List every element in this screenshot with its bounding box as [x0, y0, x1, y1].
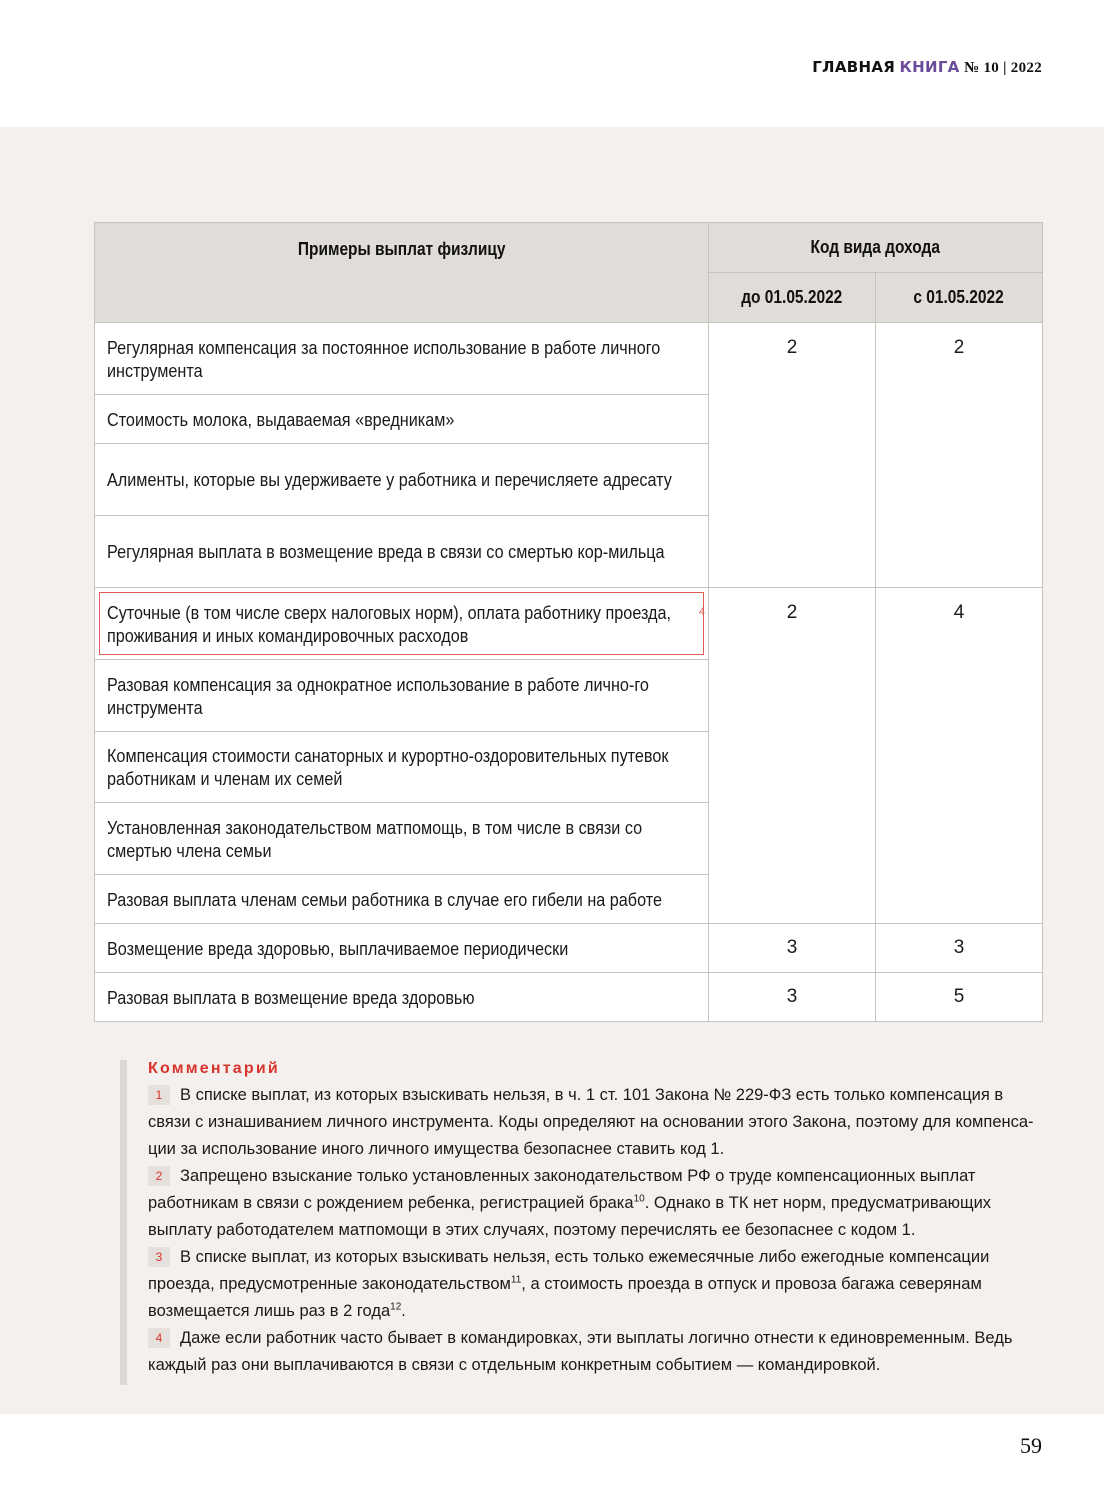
note-number-badge: 2 — [148, 1166, 170, 1186]
payment-description: Регулярная выплата в возмещение вреда в связи со смертью кор-мильца — [95, 516, 709, 588]
comment-title: Комментарий — [148, 1060, 280, 1077]
comment-note — [148, 1082, 1050, 1163]
header-payments-examples: Примеры выплат физлицу — [95, 223, 709, 323]
payment-description: Возмещение вреда здоровью, выплачиваемое периодически — [95, 924, 709, 973]
code-after: 2 — [876, 323, 1043, 588]
comment-note — [148, 1244, 1050, 1325]
note-number-badge: 1 — [148, 1085, 170, 1105]
header-after-date: с 01.05.2022 — [876, 273, 1043, 323]
table-row — [95, 588, 1043, 660]
footnote-ref: 12 — [390, 1301, 402, 1313]
code-after: 3 — [876, 924, 1043, 973]
code-before: 2 — [709, 323, 876, 588]
note-text: В списке выплат, из которых взыскивать нельзя, есть только ежемесячные либо ежегодные компенсации проезда, предусмотренные законодательством — [148, 1248, 990, 1293]
table-row — [95, 924, 1043, 973]
table-row — [95, 973, 1043, 1022]
header-income-code: Код вида дохода — [709, 223, 1043, 273]
brand-name-part2: КНИГА — [899, 58, 960, 76]
note-text: Даже если работник часто бывает в командировках, эти выплаты логично отнести к единовременным. Ведь каждый раз они выплачиваются в связи с отдельным конкретным событием — командировкой. — [148, 1329, 1013, 1374]
code-before: 3 — [709, 973, 876, 1022]
note-text: . — [401, 1302, 406, 1320]
code-before: 2 — [709, 588, 876, 924]
comment-block — [120, 1060, 1050, 1385]
footnote-ref: 11 — [510, 1274, 522, 1286]
brand-name-part1: ГЛАВНАЯ — [812, 58, 896, 76]
code-after: 5 — [876, 973, 1043, 1022]
footnote-ref: 10 — [633, 1193, 645, 1205]
table-header-row — [95, 223, 1043, 273]
payment-description: Компенсация стоимости санаторных и курортно-оздоровительных путевок работникам и членам их семей — [95, 732, 709, 803]
note-number-badge: 4 — [148, 1328, 170, 1348]
table-row — [95, 323, 1043, 395]
income-codes-table — [94, 222, 1043, 1022]
comment-note — [148, 1163, 1050, 1244]
note-ref-number: 4 — [698, 606, 705, 618]
masthead — [812, 58, 1042, 77]
code-after: 4 — [876, 588, 1043, 924]
code-before: 3 — [709, 924, 876, 973]
note-text: Запрещено взыскание только установленных законодательством РФ о труде компенсационных выплат работникам в связи с рождением ребенка, регистрацией брака — [148, 1167, 976, 1212]
payment-description-highlighted: Суточные (в том числе сверх налоговых норм), оплата работнику проезда, проживания и иных командировочных расходов 4 — [95, 588, 709, 660]
payment-description: Регулярная компенсация за постоянное использование в работе личного инструмента — [95, 323, 709, 395]
issue-number: № 10 | 2022 — [964, 60, 1042, 76]
payment-description: Стоимость молока, выдаваемая «вредникам» — [95, 395, 709, 444]
header-before-date: до 01.05.2022 — [709, 273, 876, 323]
comment-note — [148, 1325, 1050, 1379]
page-number: 59 — [1020, 1433, 1042, 1458]
note-text: . Однако в ТК нет норм, предусматривающих выплату работодателем матпомощи в этих случаях, поэтому перечислять ее безопаснее с кодом 1. — [148, 1194, 992, 1239]
payment-description: Разовая выплата членам семьи работника в случае его гибели на работе — [95, 875, 709, 924]
note-text: , а стоимость проезда в отпуск и провоза багажа северянам возмещается лишь раз в 2 года — [148, 1275, 982, 1320]
note-number-badge: 3 — [148, 1247, 170, 1267]
payment-description: Установленная законодательством матпомощь, в том числе в связи со смертью члена семьи — [95, 803, 709, 875]
payment-description: Разовая компенсация за однократное использование в работе лично-го инструмента — [95, 660, 709, 732]
payment-description: Алименты, которые вы удерживаете у работника и перечисляете адресату — [95, 444, 709, 516]
payment-description: Разовая выплата в возмещение вреда здоровью — [95, 973, 709, 1022]
note-text: В списке выплат, из которых взыскивать нельзя, в ч. 1 ст. 101 Закона № 229-ФЗ есть только компенсация в связи с изнашиванием личного инструмента. Коды определяют на основании этого Закона, поэтому для компенса-ции за использование иного личного имущества безопаснее ставить код 1. — [148, 1086, 1034, 1158]
